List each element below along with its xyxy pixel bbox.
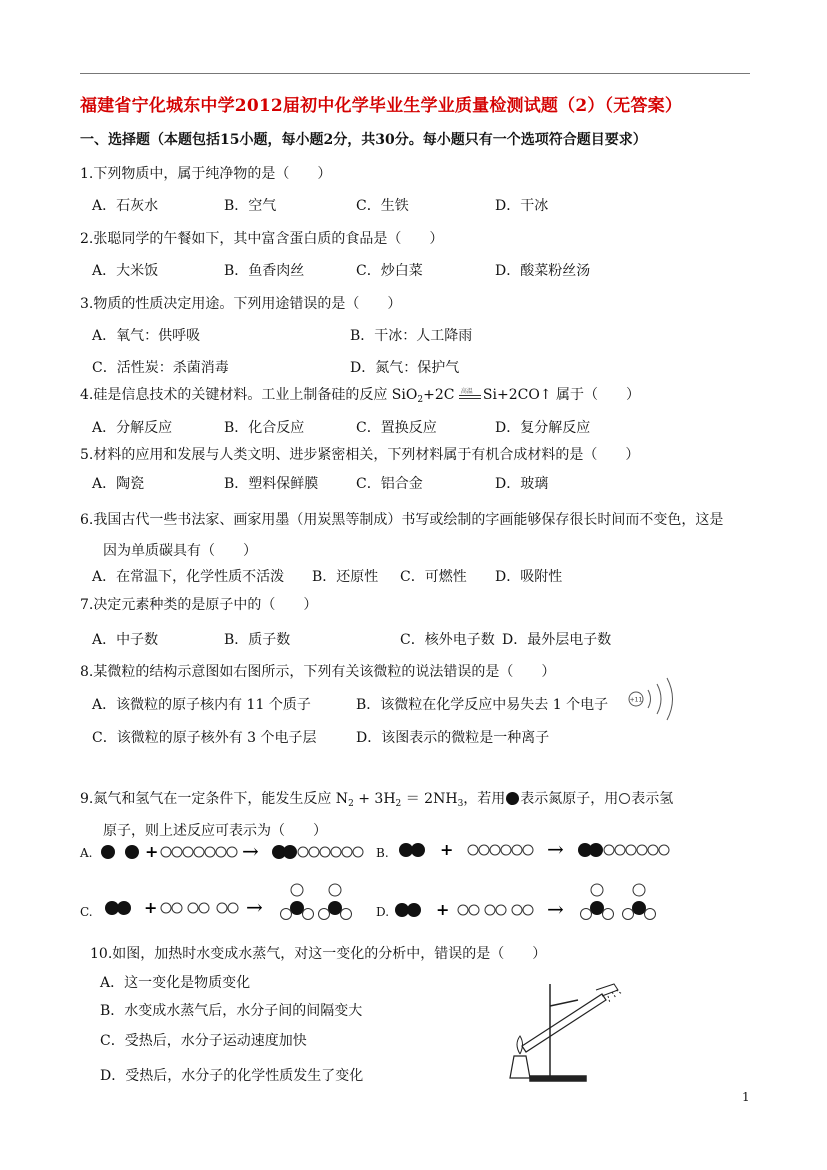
hydrogen-atom	[604, 845, 614, 855]
question-8-stem: 8.某微粒的结构示意图如右图所示，下列有关该微粒的说法错误的是（ ）	[80, 664, 556, 680]
question-3-option-c: C．活性炭：杀菌消毒	[92, 360, 229, 376]
plus-sign: +	[436, 900, 450, 919]
q9-diagram-row-ab	[80, 836, 680, 870]
hydrogen-atom	[490, 845, 500, 855]
question-6-option-b: B．还原性	[312, 569, 379, 585]
question-10-option-a: A．这一变化是物质变化	[100, 975, 251, 991]
q4-stem-post: Si+2CO↑ 属于（ ）	[482, 387, 640, 403]
ammonia-molecule	[581, 884, 614, 920]
hydrogen-atom	[468, 845, 478, 855]
q9-sub-1: 2	[348, 799, 354, 809]
document-title: 福建省宁化城东中学2012届初中化学毕业生学业质量检测试题（2）（无答案）	[80, 96, 683, 116]
electron-shell-1	[648, 690, 651, 708]
question-1-option-c: C．生铁	[356, 198, 409, 214]
question-7-option-b: B．质子数	[224, 632, 291, 648]
nitrogen-atom	[125, 845, 139, 859]
nitrogen-atom	[283, 845, 297, 859]
hydrogen-atom	[172, 847, 182, 857]
question-3-option-a: A．氧气：供呼吸	[92, 328, 201, 344]
hydrogen-atom	[194, 847, 204, 857]
question-5-option-a: A．陶瓷	[92, 476, 145, 492]
ammonia-molecule	[623, 884, 656, 920]
reaction-condition	[459, 388, 483, 402]
question-7-option-a: A．中子数	[92, 632, 159, 648]
condition-label: 高温	[460, 388, 473, 395]
question-8-option-a: A．该微粒的原子核内有 11 个质子	[92, 697, 311, 713]
question-6-option-c: C．可燃性	[400, 569, 467, 585]
plus-sign: +	[440, 840, 454, 859]
question-7-option-c: C．核外电子数	[400, 632, 495, 648]
hydrogen-atom	[309, 847, 319, 857]
vapor-lines	[608, 990, 622, 1003]
nitrogen-atom	[395, 903, 409, 917]
clamp-arm	[550, 1000, 578, 1006]
question-6-option-a: A．在常温下，化学性质不活泼	[92, 569, 285, 585]
q4-stem-mid: +2C	[423, 387, 455, 403]
hydrogen-atom	[626, 845, 636, 855]
hydrogen-atom	[161, 847, 171, 857]
hydrogen-atom	[353, 847, 363, 857]
q9-option-a-label: A.	[80, 846, 93, 860]
nitrogen-atom	[105, 901, 119, 915]
question-3-stem: 3.物质的性质决定用途。下列用途错误的是（ ）	[80, 296, 402, 312]
equals-line-top	[459, 395, 481, 396]
hydrogen-atom	[199, 903, 209, 913]
question-8-option-b: B．该微粒在化学反应中易失去 1 个电子	[356, 697, 609, 713]
q9-diagram-row-cd	[80, 876, 680, 926]
q9-mid-2: ＝ 2NH	[401, 791, 458, 807]
question-5-option-c: C．铝合金	[356, 476, 423, 492]
question-8-option-d: D．该图表示的微粒是一种离子	[356, 730, 550, 746]
hydrogen-atom	[659, 845, 669, 855]
question-2-option-d: D．酸菜粉丝汤	[495, 263, 591, 279]
question-2-option-c: C．炒白菜	[356, 263, 423, 279]
question-5-option-d: D．玻璃	[495, 476, 549, 492]
hydrogen-atom	[496, 905, 506, 915]
electron-shell-3	[667, 678, 673, 720]
nitrogen-atom	[101, 845, 115, 859]
hydrogen-atom	[216, 847, 226, 857]
hydrogen-atom	[161, 903, 171, 913]
question-6-option-d: D．吸附性	[495, 569, 563, 585]
question-9-stem-line1	[80, 788, 673, 809]
question-2-option-a: A．大米饭	[92, 263, 159, 279]
nucleus-charge: +11	[629, 696, 643, 704]
ammonia-molecule	[319, 884, 352, 920]
reaction-arrow: →	[242, 839, 259, 863]
q4-sub-2: 2	[417, 395, 424, 405]
nitrogen-atom	[399, 843, 413, 857]
question-7-stem: 7.决定元素种类的是原子中的（ ）	[80, 597, 318, 613]
iron-stand-base	[530, 1076, 586, 1081]
question-4-option-c: C．置换反应	[356, 420, 437, 436]
hydrogen-atom	[479, 845, 489, 855]
question-10-stem: 10.如图，加热时水变成水蒸气，对这一变化的分析中，错误的是（ ）	[90, 946, 547, 962]
question-10-option-b: B．水变成水蒸气后，水分子间的间隔变大	[100, 1003, 363, 1019]
hydrogen-atom	[637, 845, 647, 855]
header-rule	[80, 73, 750, 74]
question-9-stem-line2: 原子，则上述反应可表示为（ ）	[103, 823, 327, 839]
flame	[517, 1036, 523, 1054]
hydrogen-atom	[501, 845, 511, 855]
q9-option-b-label: B.	[376, 846, 389, 860]
question-1-stem: 1.下列物质中，属于纯净物的是（ ）	[80, 166, 332, 182]
hydrogen-atom	[183, 847, 193, 857]
hydrogen-atom	[512, 845, 522, 855]
q9-mid-1: + 3H	[353, 791, 396, 807]
q9-sub-2: 2	[395, 799, 402, 809]
question-4-stem	[80, 384, 640, 405]
question-4-option-d: D．复分解反应	[495, 420, 591, 436]
question-7-option-d: D．最外层电子数	[502, 632, 612, 648]
equals-line-bottom	[459, 398, 481, 399]
hydrogen-atom	[615, 845, 625, 855]
plus-sign: +	[145, 842, 159, 861]
q9-mid-4: 表示氮原子，用	[520, 791, 619, 807]
question-1-option-b: B．空气	[224, 198, 277, 214]
question-6-stem-line1: 6.我国古代一些书法家、画家用墨（用炭黑等制成）书写或绘制的字画能够保存很长时间而不变色，这是	[80, 512, 724, 528]
section-heading: 一、选择题（本题包括15小题，每小题2分，共30分。每小题只有一个选项符合题目要求）	[80, 132, 647, 148]
question-1-option-d: D．干冰	[495, 198, 549, 214]
hydrogen-atom	[217, 903, 227, 913]
question-4-option-b: B．化合反应	[224, 420, 305, 436]
hydrogen-atom	[172, 903, 182, 913]
atomic-structure-diagram	[622, 675, 684, 723]
hydrogen-atom	[523, 845, 533, 855]
question-5-stem: 5.材料的应用和发展与人类文明、进步紧密相关，下列材料属于有机合成材料的是（ ）	[80, 447, 640, 463]
reaction-arrow: →	[547, 837, 564, 861]
question-6-stem-line2: 因为单质碳具有（ ）	[103, 543, 257, 559]
question-2-stem: 2.张聪同学的午餐如下，其中富含蛋白质的食品是（ ）	[80, 231, 444, 247]
question-5-option-b: B．塑料保鲜膜	[224, 476, 319, 492]
hydrogen-atom	[458, 905, 468, 915]
nitrogen-atom-legend	[506, 792, 519, 805]
hydrogen-atom	[227, 847, 237, 857]
hydrogen-atom	[469, 905, 479, 915]
hydrogen-atom	[523, 905, 533, 915]
q9-option-c-label: C.	[80, 905, 93, 919]
reaction-arrow: →	[547, 897, 564, 921]
nitrogen-atom	[411, 843, 425, 857]
page-number: 1	[742, 1090, 750, 1104]
hydrogen-atom	[228, 903, 238, 913]
stopper	[596, 984, 618, 996]
question-10-option-c: C．受热后，水分子运动速度加快	[100, 1033, 307, 1049]
hydrogen-atom	[331, 847, 341, 857]
hydrogen-atom	[648, 845, 658, 855]
nitrogen-atom	[117, 901, 131, 915]
q9-pre: 9.氮气和氢气在一定条件下，能发生反应 N	[80, 791, 349, 807]
plus-sign: +	[144, 898, 158, 917]
question-8-option-c: C．该微粒的原子核外有 3 个电子层	[92, 730, 317, 746]
q9-option-d-label: D.	[376, 905, 390, 919]
ammonia-molecule	[281, 884, 314, 920]
hydrogen-atom-legend	[619, 793, 630, 804]
question-3-option-b: B．干冰：人工降雨	[350, 328, 473, 344]
alcohol-lamp	[510, 1056, 530, 1078]
hydrogen-atom	[512, 905, 522, 915]
electron-shell-2	[657, 684, 661, 714]
hydrogen-atom	[298, 847, 308, 857]
nitrogen-atom	[407, 903, 421, 917]
reaction-arrow: →	[246, 895, 263, 919]
question-1-option-a: A．石灰水	[92, 198, 159, 214]
question-3-option-d: D．氮气：保护气	[350, 360, 460, 376]
hydrogen-atom	[342, 847, 352, 857]
question-4-option-a: A．分解反应	[92, 420, 173, 436]
question-2-option-b: B．鱼香肉丝	[224, 263, 305, 279]
hydrogen-atom	[320, 847, 330, 857]
nitrogen-atom	[589, 843, 603, 857]
q4-stem-pre: 4.硅是信息技术的关键材料。工业上制备硅的反应 SiO	[80, 387, 418, 403]
hydrogen-atom	[485, 905, 495, 915]
heating-apparatus-figure	[492, 974, 632, 1086]
question-10-option-d: D．受热后，水分子的化学性质发生了变化	[100, 1068, 364, 1084]
hydrogen-atom	[205, 847, 215, 857]
q9-mid-5: 表示氢	[631, 791, 674, 807]
q9-sub-3: 3	[457, 799, 464, 809]
q9-mid-3: ，若用	[463, 791, 506, 807]
hydrogen-atom	[188, 903, 198, 913]
